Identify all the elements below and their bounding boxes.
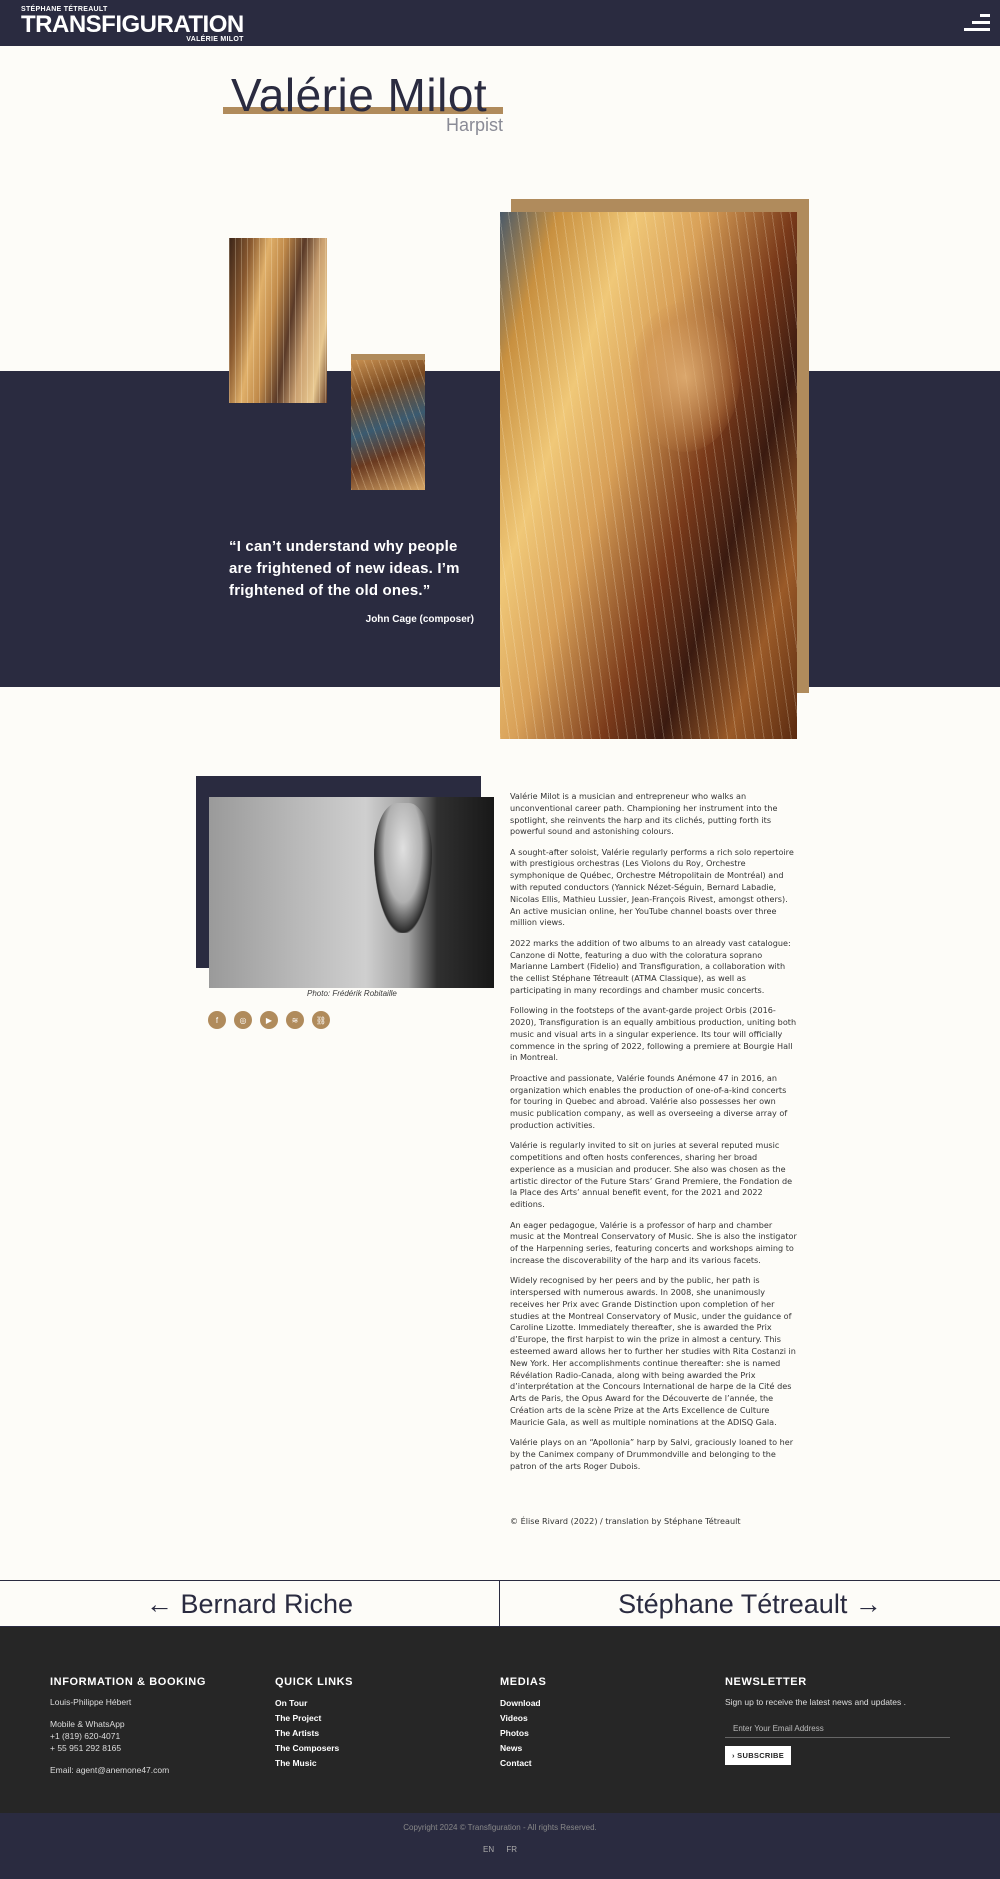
- bio-paragraph: Valérie plays on an “Apollonia” harp by Salvi, graciously loaned to her by the Canimex company of Drummondville and belonging to the patron of the arts Roger Dubois.: [510, 1437, 794, 1471]
- bio-paragraph: 2022 marks the addition of two albums to an already vast catalogue: Canzone di Notte, featuring a duo with the coloratura soprano Marianne Lambert (Fidelio) and Transfiguration, a collaboration with the cellist Stéphane Tétreault (ATMA Classique), as well as participating in many recordings and chamber music concerts.: [510, 937, 791, 995]
- next-artist-link[interactable]: Stéphane Tétreault →: [618, 1588, 882, 1619]
- link-icon[interactable]: ⛓: [312, 1011, 330, 1029]
- quote-text: “I can’t understand why people are frightened of new ideas. I’m frightened of the old ones.”: [229, 538, 460, 599]
- footer-info-heading: INFORMATION & BOOKING: [50, 1676, 206, 1688]
- photo-credit: Photo: Frédérik Robitaille: [307, 989, 397, 998]
- youtube-icon[interactable]: ▶: [260, 1011, 278, 1029]
- footer-quick-links: [275, 1676, 353, 1771]
- harp-photo-small-1: [229, 238, 327, 403]
- prev-artist-link[interactable]: ← Bernard Riche: [0, 1581, 500, 1627]
- media-link-contact[interactable]: Contact: [500, 1758, 532, 1768]
- site-footer: [0, 1627, 1000, 1813]
- page-title: Valérie Milot: [231, 69, 488, 121]
- media-link-download[interactable]: Download: [500, 1698, 541, 1708]
- footer-info: [50, 1676, 206, 1776]
- mobile-label: Mobile & WhatsApp: [50, 1719, 125, 1729]
- subscribe-button[interactable]: › SUBSCRIBE: [725, 1746, 791, 1765]
- quick-link-on-tour[interactable]: On Tour: [275, 1698, 308, 1708]
- facebook-icon[interactable]: f: [208, 1011, 226, 1029]
- bio-paragraph: An eager pedagogue, Valérie is a professor of harp and chamber music at the Montreal Conservatory of Music. She is also the instigator of the Harpenning series, featuring concerts and workshops aiming to increase the discoverability of the harp and its various facets.: [510, 1219, 797, 1265]
- phone-1[interactable]: +1 (819) 620-4071: [50, 1731, 121, 1741]
- contact-email[interactable]: Email: agent@anemone47.com: [50, 1765, 170, 1775]
- quote-author: John Cage (composer): [365, 614, 474, 625]
- quick-link-the-composers[interactable]: The Composers: [275, 1743, 340, 1753]
- bio-credit: © Élise Rivard (2022) / translation by Stéphane Tétreault: [510, 1516, 741, 1526]
- footer-newsletter: [725, 1676, 950, 1765]
- footer-medias: [500, 1676, 546, 1771]
- spotify-icon[interactable]: ≋: [286, 1011, 304, 1029]
- bio-paragraph: Valérie is regularly invited to sit on juries at several reputed music competitions and often hosts conferences, sharing her broad experience as a musician and producer. She also was chosen as the artistic director of the Future Stars’ Grand Premiere, the Fondation de la Place des Arts’ annual benefit event, for the 2021 and 2022 editions.: [510, 1140, 793, 1210]
- quick-links-heading: QUICK LINKS: [275, 1676, 354, 1688]
- lang-fr-link[interactable]: FR: [506, 1845, 518, 1854]
- lang-en-link[interactable]: EN: [482, 1845, 495, 1854]
- quick-link-the-music[interactable]: The Music: [275, 1758, 317, 1768]
- social-links: [208, 1011, 330, 1029]
- contact-name: Louis-Philippe Hébert: [50, 1697, 132, 1707]
- biography: [510, 791, 797, 1481]
- newsletter-text: Sign up to receive the latest news and updates .: [725, 1697, 906, 1707]
- harp-photo-small-2: [351, 354, 425, 490]
- instagram-icon[interactable]: ◎: [234, 1011, 252, 1029]
- artist-pager: [0, 1580, 1000, 1627]
- newsletter-heading: NEWSLETTER: [725, 1676, 807, 1688]
- portrait-photo: [209, 797, 494, 988]
- bio-paragraph: Valérie Milot is a musician and entrepreneur who walks an unconventional career path. Championing her instrument into the spotlight, she reinvents the harp and its clichés, putting forth its powerful sound and astonishing colours.: [510, 791, 778, 837]
- language-switcher: [0, 1845, 1000, 1854]
- media-link-photos[interactable]: Photos: [500, 1728, 529, 1738]
- medias-heading: MEDIAS: [500, 1676, 547, 1688]
- copyright-text: Copyright 2024 © Transfiguration - All rights Reserved.: [403, 1823, 597, 1832]
- bio-paragraph: Widely recognised by her peers and by the public, her path is interspersed with numerous awards. In 2008, she unanimously receives her Prix avec Grande Distinction upon completion of her studies at the Montreal Conservatory of Music, under the guidance of Caroline Lizotte. Immediately thereafter, she is awarded the Prix d’Europe, the first harpist to win the prize in almost a century. This esteemed award allows her to further her studies with Rita Costanzi in New York. Her accomplishments continue thereafter: she is named Révélation Radio-Canada, along with being awarded the Prix d’interprétation at the Concours International de harpe de la Cité des Arts de Paris, the Opus Award for the Découverte de l’année, the Création arts de la scène Prize at the Arts Excellence de Culture Mauricie Gala, as well as multiple nominations at the ADISQ Gala.: [510, 1275, 796, 1427]
- quick-link-the-project[interactable]: The Project: [275, 1713, 322, 1723]
- media-link-news[interactable]: News: [500, 1743, 523, 1753]
- newsletter-email-input[interactable]: [725, 1720, 950, 1738]
- hamburger-icon[interactable]: [962, 14, 990, 34]
- harp-photo-large: [500, 212, 797, 739]
- phone-2[interactable]: + 55 951 292 8165: [50, 1743, 122, 1753]
- site-header: [0, 0, 1000, 46]
- page-subtitle: Harpist: [446, 115, 504, 135]
- quick-link-the-artists[interactable]: The Artists: [275, 1728, 320, 1738]
- bio-paragraph: Proactive and passionate, Valérie founds Anémone 47 in 2016, an organization which enables the production of one-of-a-kind concerts for touring in Quebec and abroad. Valérie also possesses her own music publication company, as well as overseeing a diverse array of production activities.: [510, 1072, 788, 1130]
- site-logo[interactable]: [21, 6, 244, 44]
- logo-sub-text: VALÉRIE MILOT: [186, 36, 244, 43]
- logo-top-text: STÉPHANE TÉTREAULT: [21, 6, 108, 13]
- logo-main-text: TRANSFIGURATION: [21, 11, 244, 38]
- media-link-videos[interactable]: Videos: [500, 1713, 528, 1723]
- bio-paragraph: A sought-after soloist, Valérie regularly performs a rich solo repertoire with prestigious orchestras (Les Violons du Roy, Orchestre symphonique de Québec, Orchestre Métropolitain de Montréal) and with reputed conductors (Yannick Nézet-Séguin, Bernard Labadie, Nicolas Ellis, Mathieu Lussier, Jean-François Rivest, amongst others). An active musician online, her YouTube channel boasts over three million views.: [510, 846, 794, 928]
- footer-bottom: [0, 1813, 1000, 1879]
- bio-paragraph: Following in the footsteps of the avant-garde project Orbis (2016-2020), Transfiguration is an equally ambitious production, uniting both music and visual arts in a singular experience. Its tour will officially commence in the spring of 2022, following a premiere at Bourgie Hall in Montreal.: [510, 1005, 797, 1063]
